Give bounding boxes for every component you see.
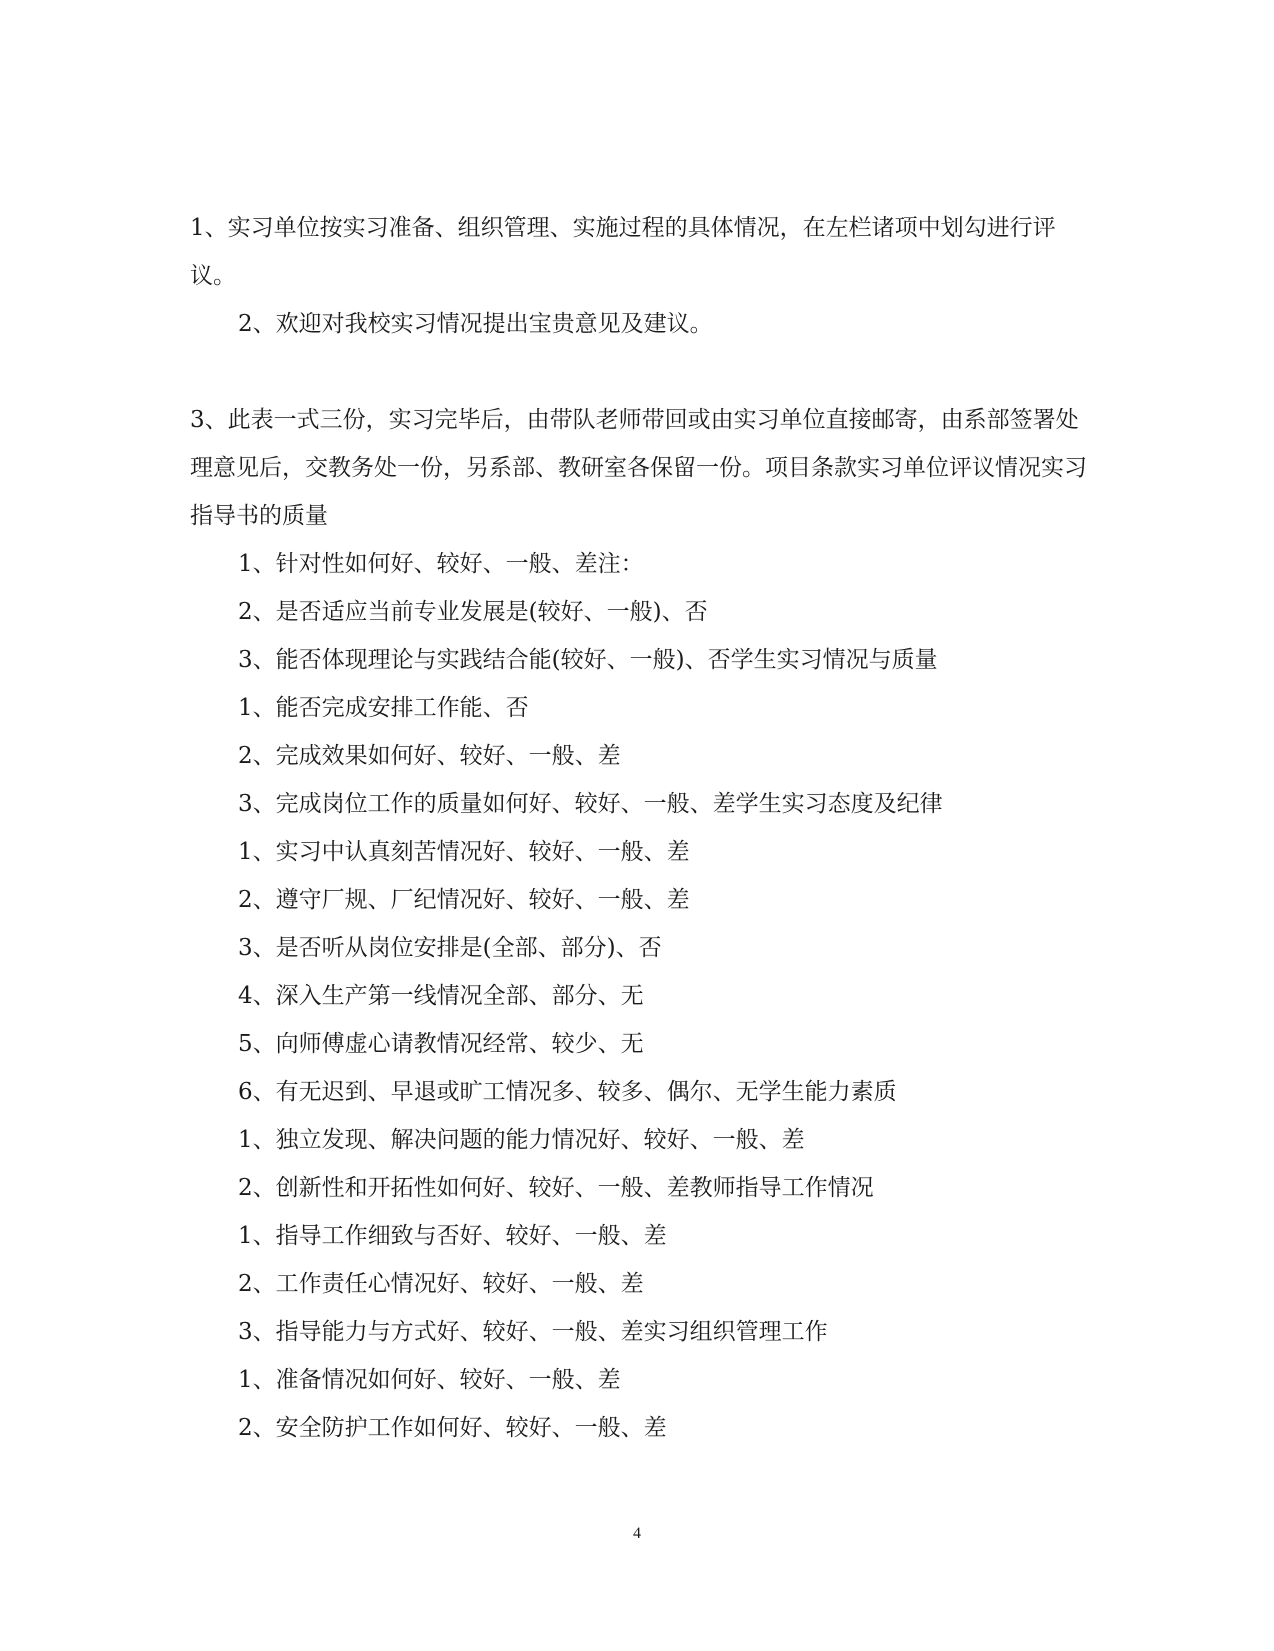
paragraph: 6、有无迟到、早退或旷工情况多、较多、偶尔、无学生能力素质 [238,1079,897,1105]
paragraph: 1、针对性如何好、较好、一般、差注： [238,551,644,577]
paragraph: 5、向师傅虚心请教情况经常、较少、无 [238,1031,644,1057]
paragraph: 1、准备情况如何好、较好、一般、差 [238,1367,621,1393]
paragraph: 1、实习单位按实习准备、组织管理、实施过程的具体情况，在左栏诸项中划勾进行评议。 [190,215,1056,289]
paragraph: 3、是否听从岗位安排是(全部、部分)、否 [238,935,662,961]
paragraph: 4、深入生产第一线情况全部、部分、无 [238,983,644,1009]
paragraph: 2、创新性和开拓性如何好、较好、一般、差教师指导工作情况 [238,1175,874,1201]
paragraph: 2、完成效果如何好、较好、一般、差 [238,743,621,769]
paragraph: 2、工作责任心情况好、较好、一般、差 [238,1271,644,1297]
paragraph: 3、完成岗位工作的质量如何好、较好、一般、差学生实习态度及纪律 [238,791,943,817]
paragraph: 3、此表一式三份，实习完毕后，由带队老师带回或由实习单位直接邮寄，由系部签署处理意见后，交教务处一份，另系部、教研室各保留一份。项目条款实习单位评议情况实习指导书的质量 [190,407,1087,529]
paragraph: 3、能否体现理论与实践结合能(较好、一般)、否学生实习情况与质量 [238,647,938,673]
paragraph: 3、指导能力与方式好、较好、一般、差实习组织管理工作 [238,1319,828,1345]
paragraph: 2、是否适应当前专业发展是(较好、一般)、否 [238,599,708,625]
paragraph: 1、能否完成安排工作能、否 [238,695,529,721]
paragraph: 1、实习中认真刻苦情况好、较好、一般、差 [238,839,690,865]
paragraph: 2、安全防护工作如何好、较好、一般、差 [238,1415,667,1441]
paragraph: 1、指导工作细致与否好、较好、一般、差 [238,1223,667,1249]
paragraph: 2、欢迎对我校实习情况提出宝贵意见及建议。 [238,311,713,337]
paragraph: 1、独立发现、解决问题的能力情况好、较好、一般、差 [238,1127,805,1153]
page-number: 4 [633,1525,641,1542]
document-body [190,204,1090,1452]
paragraph: 2、遵守厂规、厂纪情况好、较好、一般、差 [238,887,690,913]
